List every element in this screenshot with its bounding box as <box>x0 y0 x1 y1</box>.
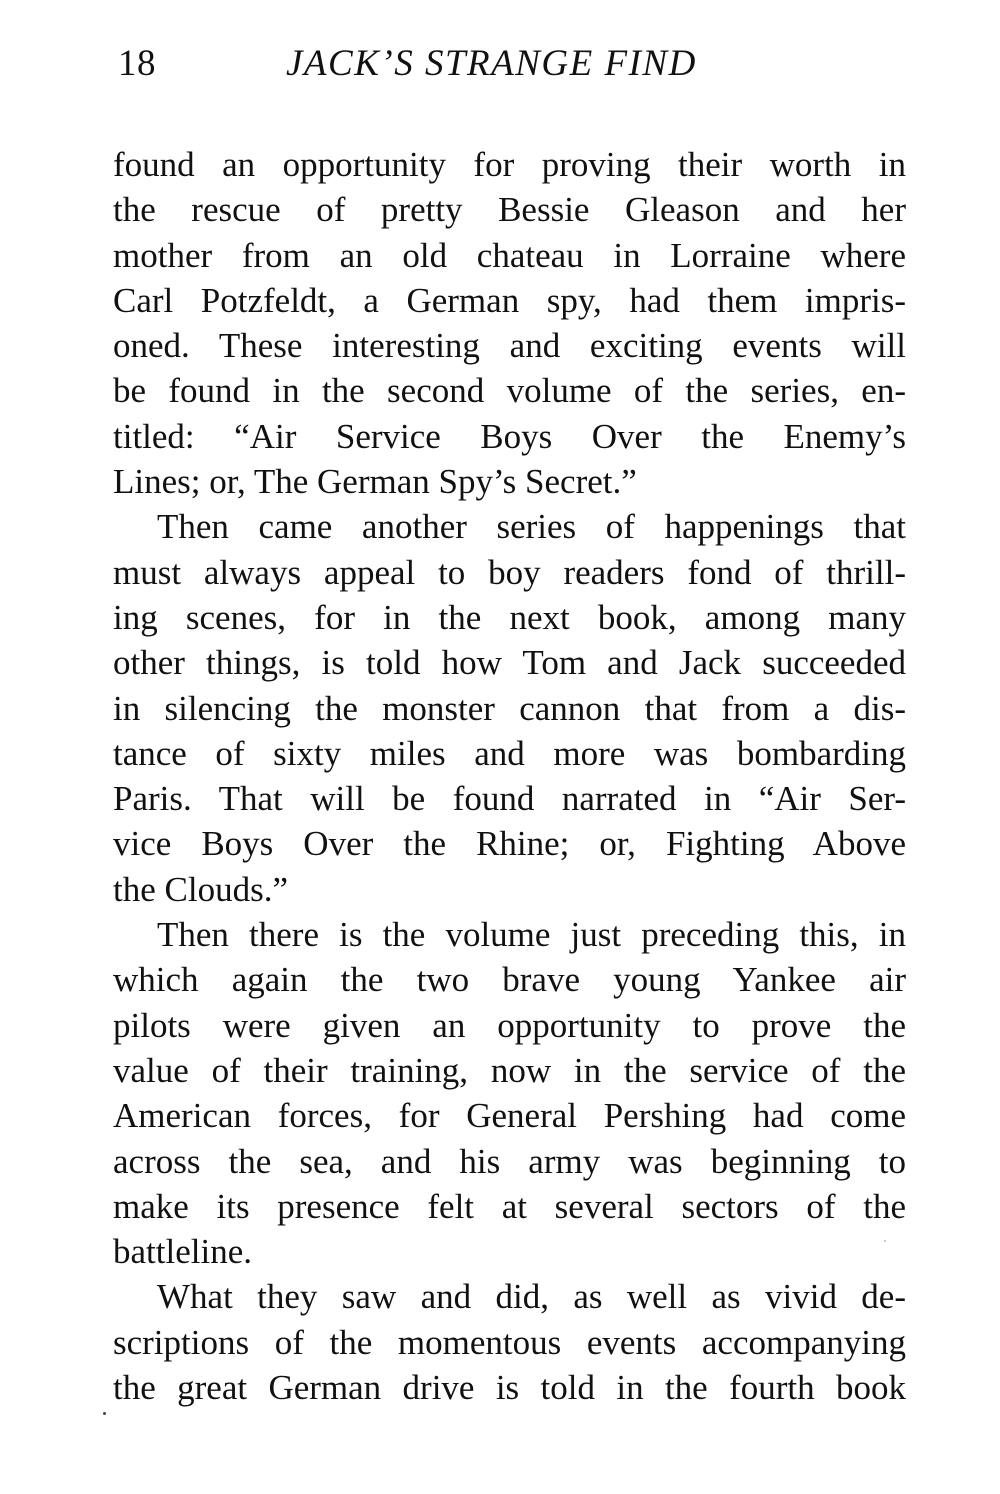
text-line: mother from an old chateau in Lorraine where <box>113 235 906 275</box>
text-line: which again the two brave young Yankee air <box>113 960 906 1000</box>
page-number: 18 <box>118 43 156 84</box>
text-line: Then came another series of happenings that <box>157 507 906 547</box>
text-line: be found in the second volume of the series, en- <box>113 371 906 411</box>
text-line: tance of sixty miles and more was bombarding <box>113 733 906 773</box>
ink-speck <box>884 1240 886 1242</box>
ink-speck <box>103 1412 106 1415</box>
text-line: in silencing the monster cannon that from a dis- <box>113 688 906 728</box>
text-line: vice Boys Over the Rhine; or, Fighting Above <box>113 824 906 864</box>
text-line: Then there is the volume just preceding this, in <box>157 915 906 955</box>
text-line: the Clouds.” <box>113 869 288 909</box>
text-line: What they saw and did, as well as vivid de- <box>157 1277 906 1317</box>
text-line: the great German drive is told in the fourth book <box>113 1368 906 1408</box>
text-line: American forces, for General Pershing had come <box>113 1096 906 1136</box>
text-line: Carl Potzfeldt, a German spy, had them impris- <box>113 280 906 320</box>
text-line: found an opportunity for proving their worth in <box>113 145 906 184</box>
text-line: Lines; or, The German Spy’s Secret.” <box>113 462 637 502</box>
text-line: value of their training, now in the service of the <box>113 1050 906 1090</box>
text-line: ing scenes, for in the next book, among many <box>113 597 906 637</box>
text-line: oned. These interesting and exciting events will <box>113 326 906 366</box>
body-text <box>113 142 906 1410</box>
text-line: titled: “Air Service Boys Over the Enemy’s <box>113 416 906 456</box>
text-line: make its presence felt at several sectors of the <box>113 1186 906 1226</box>
running-title: JACK’S STRANGE FIND <box>286 43 697 84</box>
text-line: across the sea, and his army was beginning to <box>113 1141 906 1181</box>
text-line: Paris. That will be found narrated in “Air Ser- <box>113 779 906 819</box>
text-line: must always appeal to boy readers fond of thrill- <box>113 552 906 592</box>
text-line: the rescue of pretty Bessie Gleason and her <box>113 190 906 230</box>
page-header <box>118 42 918 94</box>
text-line: pilots were given an opportunity to prove the <box>113 1005 906 1045</box>
text-line: battleline. <box>113 1232 252 1272</box>
text-line: other things, is told how Tom and Jack succeeded <box>113 643 906 683</box>
text-line: scriptions of the momentous events accompanying <box>113 1322 906 1362</box>
